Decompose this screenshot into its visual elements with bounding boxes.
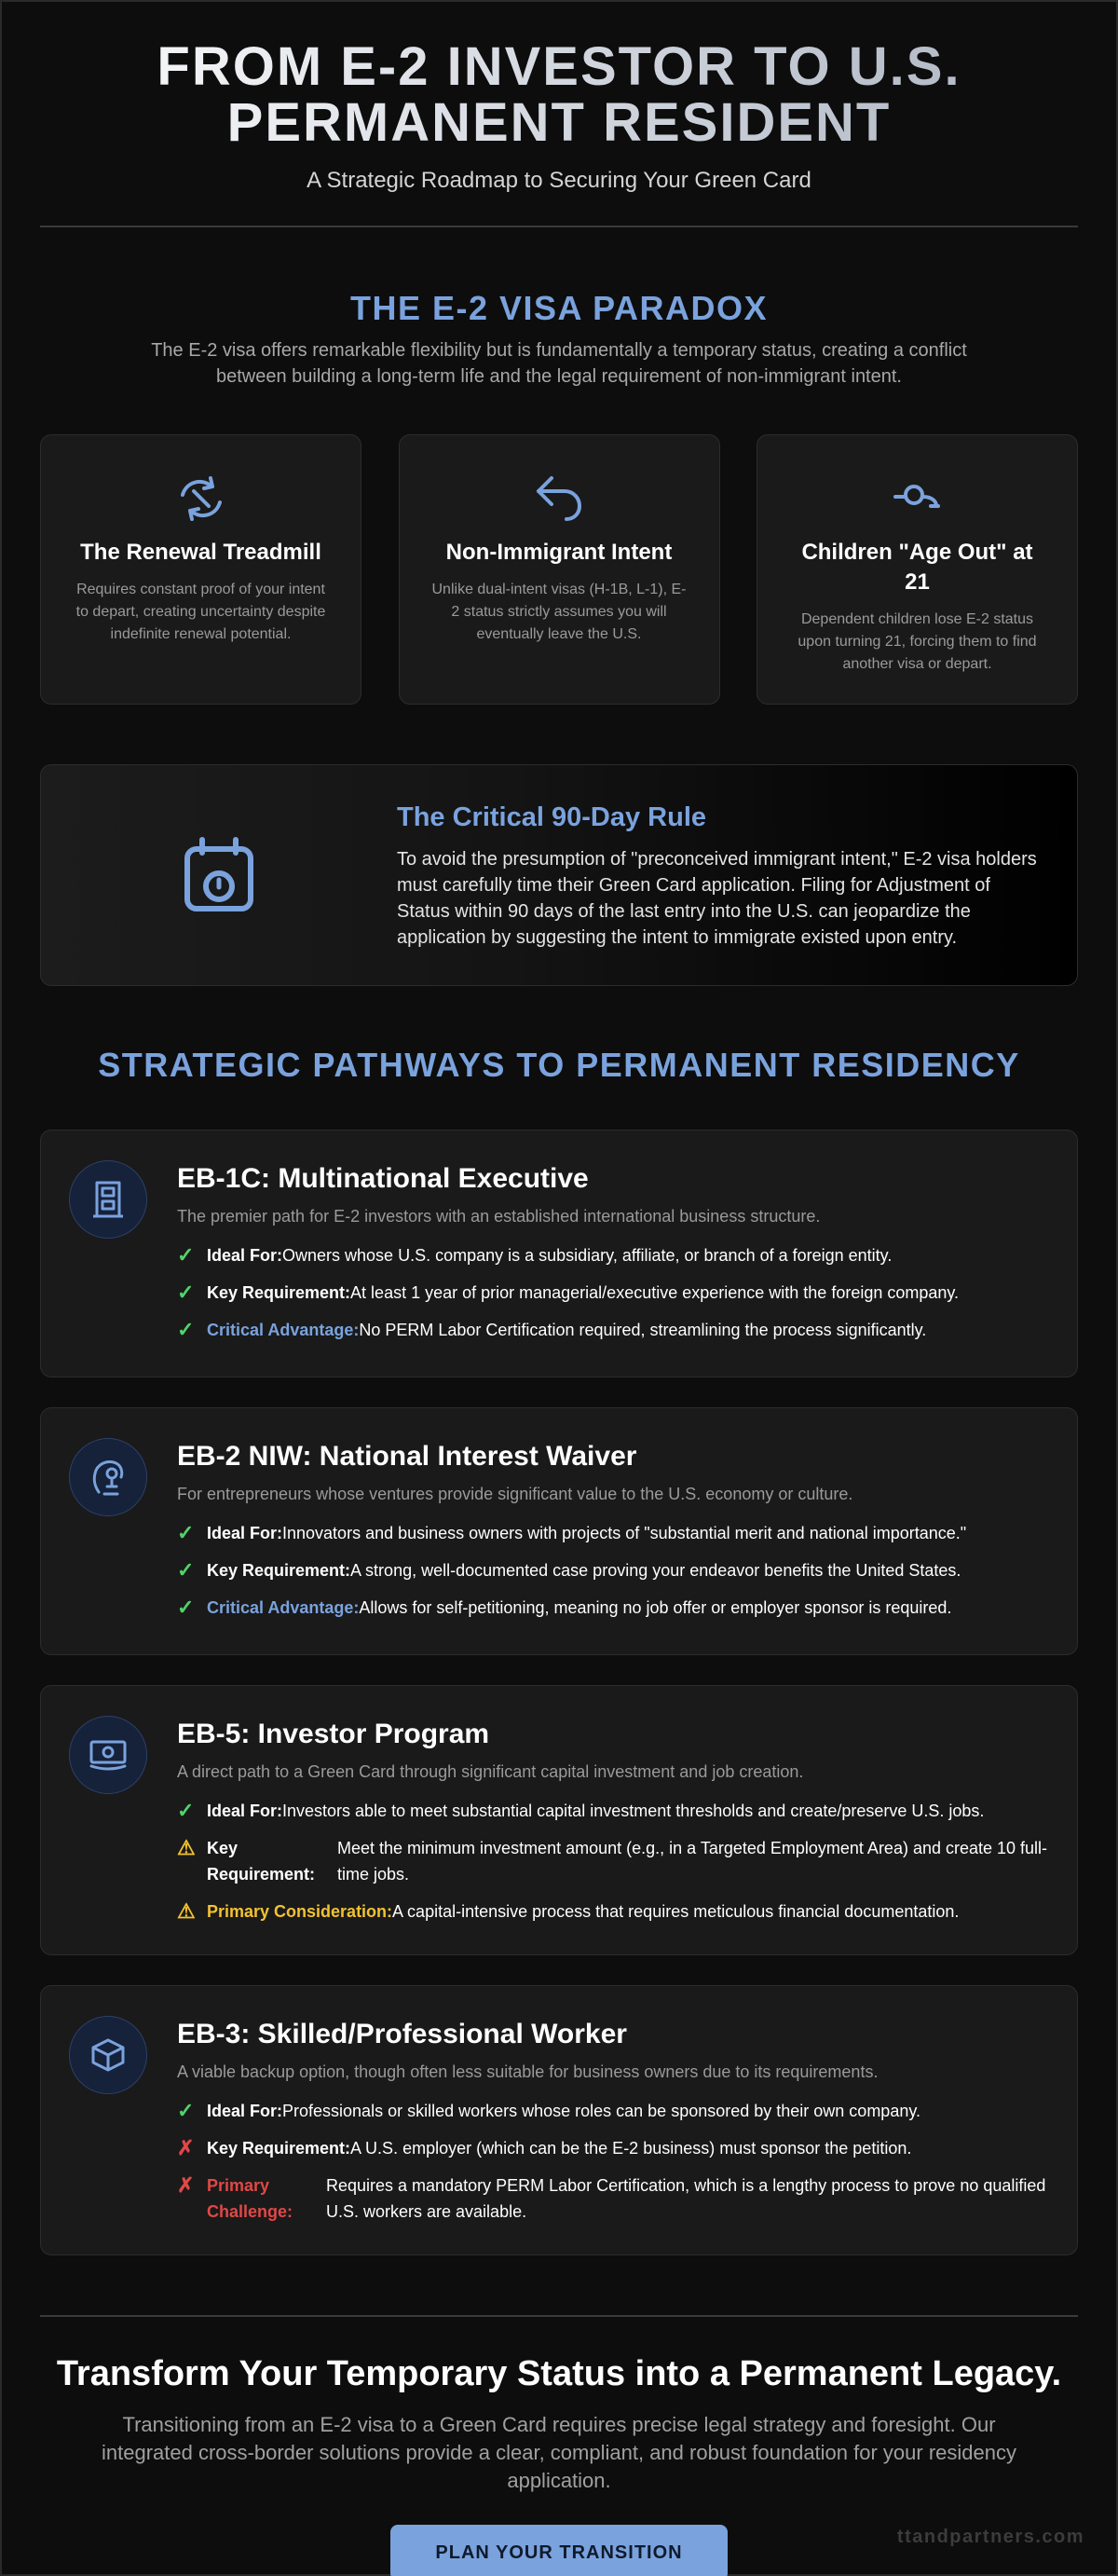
pathways-section	[2, 1046, 1116, 2255]
cta-description: Transitioning from an E-2 visa to a Green Card requires precise legal strategy and foresight. Our integrated cross-border solutions provide a clear, compliant, and robust foundation for your residency application.	[102, 2413, 1016, 2492]
point-text: Investors able to meet substantial capital investment thresholds and create/preserve U.S. jobs.	[282, 1802, 985, 1820]
pathway-card-eb2-niw	[40, 1407, 1078, 1655]
page-title	[2, 36, 1116, 153]
pathway-description: For entrepreneurs whose ventures provide significant value to the U.S. economy or culture.	[177, 1485, 853, 1503]
paradox-card	[757, 434, 1078, 705]
point-label: Key Requirement:	[207, 1561, 351, 1580]
box-icon	[89, 2036, 127, 2074]
pathway-points	[177, 1242, 1049, 1343]
check-icon: ✓	[177, 1799, 195, 1822]
pathway-point	[177, 1898, 1049, 1925]
point-text: Owners whose U.S. company is a subsidiary, affiliate, or branch of a foreign entity.	[282, 1246, 893, 1265]
callout-content	[397, 765, 1077, 985]
point-label: Ideal For:	[207, 1524, 283, 1542]
check-icon: ✓	[177, 1521, 195, 1544]
card-title: The Renewal Treadmill	[80, 540, 321, 565]
pathway-point	[177, 1242, 1049, 1268]
pathway-point	[177, 1280, 1049, 1306]
warning-icon: ⚠	[177, 1899, 196, 1923]
paradox-card	[40, 434, 361, 705]
callout-title: The Critical 90-Day Rule	[397, 802, 706, 832]
paradox-card	[399, 434, 720, 705]
pathway-points	[177, 1520, 1049, 1621]
pathway-description: A direct path to a Green Card through significant capital investment and job creation.	[177, 1762, 804, 1781]
point-label: Critical Advantage:	[207, 1598, 360, 1617]
money-icon	[88, 1736, 129, 1774]
card-text: Requires constant proof of your intent to depart, creating uncertainty despite indefinite renewal potential.	[75, 582, 326, 642]
paradox-cards	[40, 434, 1078, 705]
card-text: Unlike dual-intent visas (H-1B, L-1), E-2 status strictly assumes you will eventually leave the U.S.	[431, 582, 687, 642]
pathway-icon-circle	[69, 2016, 147, 2094]
point-label: Ideal For:	[207, 1802, 283, 1820]
title-line-1: FROM E-2 INVESTOR TO U.S.	[157, 36, 961, 97]
pathway-point	[177, 1317, 1049, 1343]
pathway-title: EB-5: Investor Program	[177, 1719, 490, 1749]
pathway-title: EB-3: Skilled/Professional Worker	[177, 2019, 627, 2049]
pathways-title: STRATEGIC PATHWAYS TO PERMANENT RESIDENCY	[98, 1046, 1020, 1084]
point-text: A U.S. employer (which can be the E-2 business) must sponsor the petition.	[350, 2139, 912, 2158]
point-text: A capital-intensive process that requires meticulous financial documentation.	[392, 1902, 960, 1921]
pathway-point	[177, 2172, 1049, 2225]
calendar-clock-icon	[182, 836, 256, 914]
point-text: Professionals or skilled workers whose roles can be sponsored by their own company.	[282, 2102, 921, 2120]
pathway-title: EB-2 NIW: National Interest Waiver	[177, 1441, 637, 1472]
point-label: Key Requirement:	[207, 1839, 316, 1884]
pathway-point	[177, 1835, 1049, 1887]
point-label: Ideal For:	[207, 1246, 283, 1265]
point-text: Innovators and business owners with projects of "substantial merit and national importance."	[282, 1524, 967, 1542]
pathway-title: EB-1C: Multinational Executive	[177, 1163, 589, 1194]
page-subtitle: A Strategic Roadmap to Securing Your Green Card	[307, 168, 811, 193]
plan-transition-button[interactable]: PLAN YOUR TRANSITION	[390, 2525, 728, 2576]
point-text: No PERM Labor Certification required, streamlining the process significantly.	[359, 1321, 927, 1339]
lightbulb-head-icon	[89, 1457, 127, 1498]
title-line-2: PERMANENT RESIDENT	[226, 92, 892, 153]
renewal-arrows-icon	[173, 473, 229, 525]
card-title: Children "Age Out" at 21	[801, 540, 1033, 595]
point-label: Ideal For:	[207, 2102, 283, 2120]
cta-title: Transform Your Temporary Status into a Permanent Legacy.	[56, 2354, 1062, 2393]
divider	[40, 2315, 1078, 2317]
ninety-day-rule-callout	[40, 764, 1078, 986]
paradox-section	[2, 289, 1116, 705]
check-icon: ✓	[177, 1596, 195, 1619]
card-text: Dependent children lose E-2 status upon turning 21, forcing them to find another visa or depart.	[798, 611, 1037, 672]
pathway-point	[177, 1520, 1049, 1546]
pathway-point	[177, 1595, 1049, 1621]
card-title: Non-Immigrant Intent	[445, 540, 673, 565]
point-text: Requires a mandatory PERM Labor Certification, which is a lengthy process to prove no qualified U.S. workers are available.	[326, 2176, 1046, 2221]
pathway-description: A viable backup option, though often less suitable for business owners due to its requirements.	[177, 2062, 879, 2081]
cross-icon: ✗	[177, 2173, 195, 2197]
pathway-point	[177, 1557, 1049, 1583]
paradox-description: The E-2 visa offers remarkable flexibility but is fundamentally a temporary status, creating a conflict between building a long-term life and the legal requirement of non-immigrant intent.	[151, 340, 967, 387]
pathway-points	[177, 2098, 1049, 2225]
point-text: Meet the minimum investment amount (e.g., in a Targeted Employment Area) and create 10 full-time jobs.	[337, 1839, 1048, 1884]
point-label: Key Requirement:	[207, 2139, 351, 2158]
pathway-point	[177, 2098, 1049, 2124]
point-label: Key Requirement:	[207, 1283, 351, 1302]
pathway-icon-circle	[69, 1160, 147, 1239]
point-text: Allows for self-petitioning, meaning no job offer or employer sponsor is required.	[359, 1598, 952, 1617]
pathway-points	[177, 1798, 1049, 1925]
point-text: At least 1 year of prior managerial/executive experience with the foreign company.	[350, 1283, 960, 1302]
pathway-description: The premier path for E-2 investors with an established international business structure.	[177, 1207, 821, 1226]
pathway-card-eb1c	[40, 1130, 1078, 1377]
pathway-point	[177, 1798, 1049, 1824]
pathway-card-eb3	[40, 1985, 1078, 2255]
pathway-card-eb5	[40, 1685, 1078, 1955]
warning-icon: ⚠	[177, 1836, 196, 1859]
callout-icon-area	[41, 765, 397, 985]
paradox-title: THE E-2 VISA PARADOX	[349, 289, 769, 327]
return-arrow-icon	[531, 473, 587, 525]
cross-icon: ✗	[177, 2136, 195, 2159]
child-icon	[890, 473, 946, 525]
pathway-icon-circle	[69, 1716, 147, 1794]
pathway-icon-circle	[69, 1438, 147, 1516]
check-icon: ✓	[177, 2099, 195, 2122]
check-icon: ✓	[177, 1281, 195, 1304]
hero	[2, 2, 1116, 194]
callout-text: To avoid the presumption of "preconceived immigrant intent," E-2 visa holders must carefully time their Green Card application. Filing for Adjustment of Status within 90 days of the last entry into the U.S. can jeopardize the application by suggesting the intent to immigrate existed upon entry.	[397, 849, 1037, 948]
check-icon: ✓	[177, 1318, 195, 1341]
divider	[40, 226, 1078, 227]
check-icon: ✓	[177, 1558, 195, 1582]
point-text: A strong, well-documented case proving your endeavor benefits the United States.	[350, 1561, 961, 1580]
point-label: Primary Consideration:	[207, 1902, 393, 1921]
point-label: Primary Challenge:	[207, 2176, 293, 2221]
check-icon: ✓	[177, 1243, 195, 1267]
pathway-point	[177, 2135, 1049, 2161]
watermark: ttandpartners.com	[896, 2527, 1084, 2547]
building-icon	[89, 1179, 127, 1220]
point-label: Critical Advantage:	[207, 1321, 360, 1339]
